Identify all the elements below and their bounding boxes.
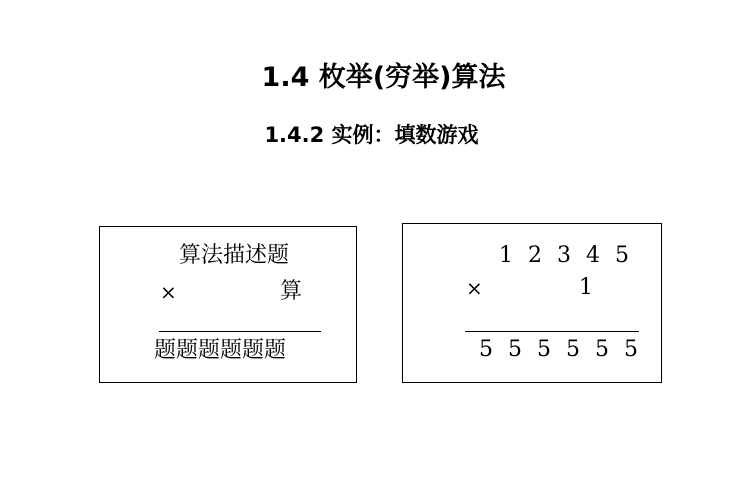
solution-multiplicand: 1 2 3 4 5: [499, 243, 633, 268]
multiply-sign: ×: [466, 276, 483, 300]
section-subtitle: 1.4.2 实例：填数游戏: [264, 123, 479, 147]
page-title: 1.4 枚举(穷举)算法: [261, 62, 506, 93]
multiply-sign: ×: [160, 280, 177, 304]
puzzle-divider: [159, 331, 321, 332]
puzzle-multiplier: 算: [280, 279, 303, 304]
puzzle-box: [99, 226, 357, 383]
puzzle-product: 题题题题题题: [154, 338, 287, 363]
solution-box: [402, 223, 662, 383]
puzzle-multiplicand: 算法描述题: [179, 243, 290, 268]
solution-product: 5 5 5 5 5 5: [479, 337, 642, 362]
solution-multiplier: 1: [579, 275, 593, 300]
solution-divider: [465, 331, 639, 332]
